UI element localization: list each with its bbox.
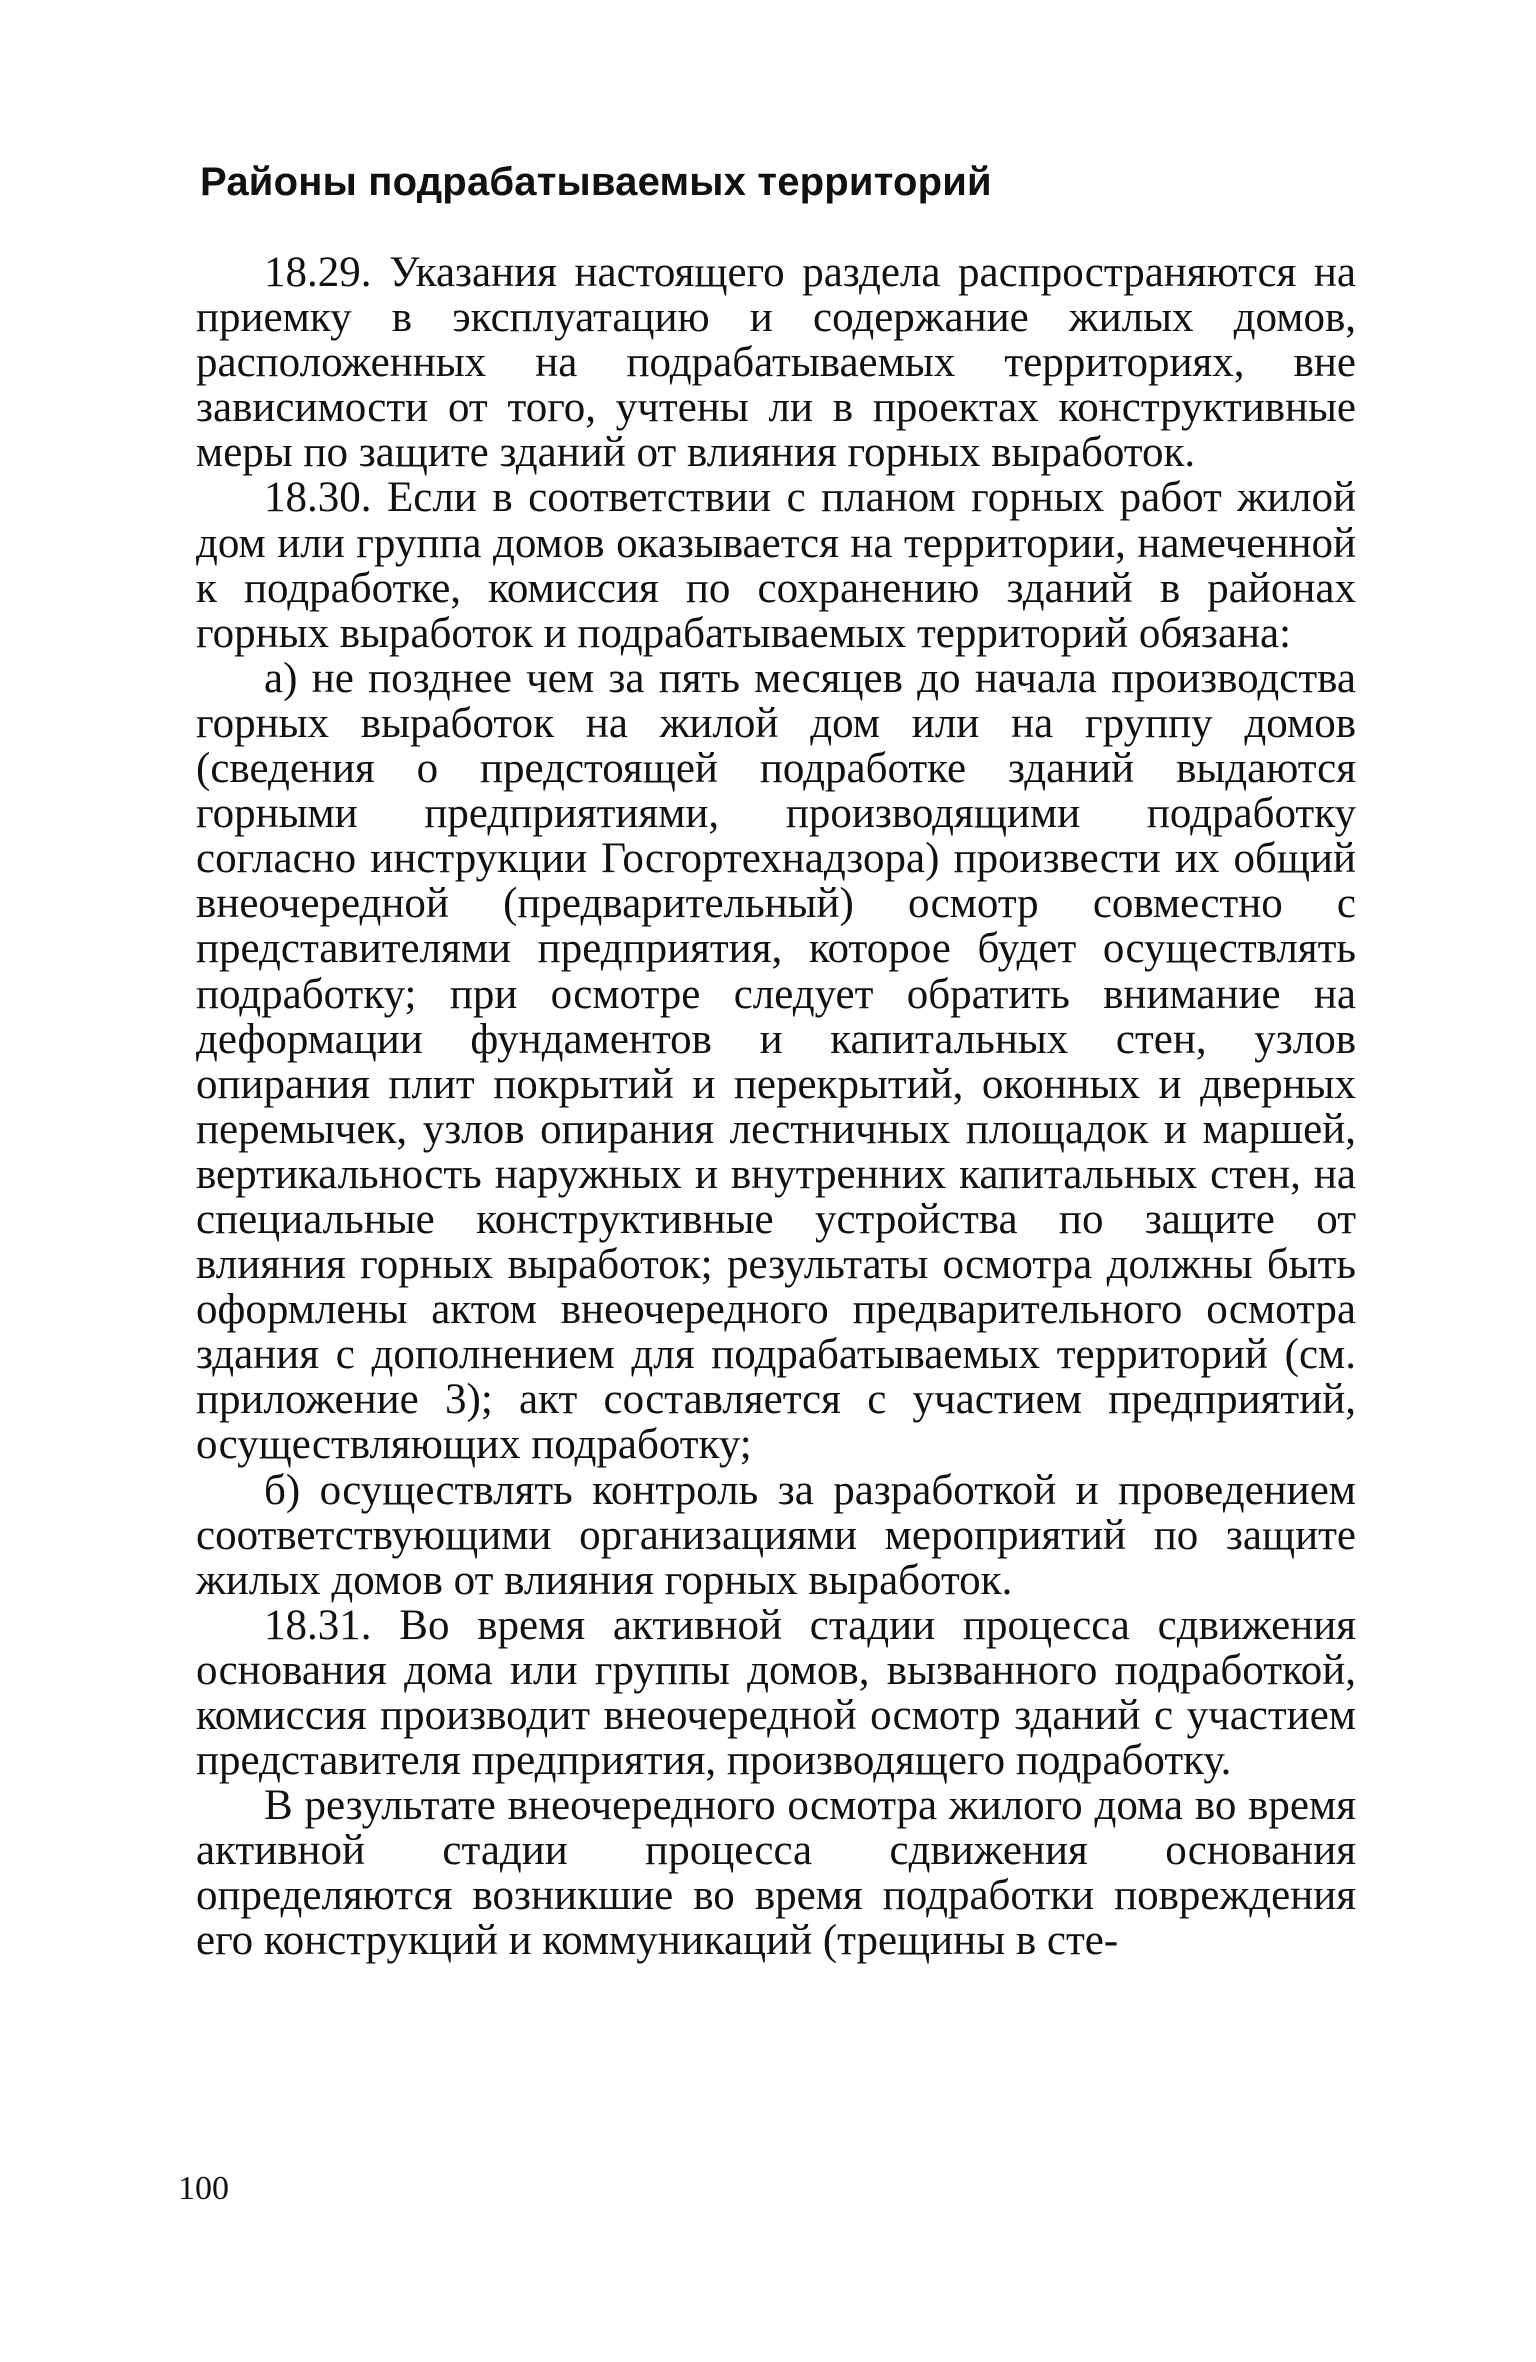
paragraph-item-a: а) не позднее чем за пять месяцев до начала производства горных выработок на жилой дом или на группу домов (сведения о предстоящей подработке зданий выдаются горными предприятиями, производящими подработку согласно инструкции Госгортехнадзора) произвести их общий внеочередной (предварительный) осмотр совместно с представителями предприятия, которое будет осуществлять подработку; при осмотре следует обратить внимание на деформации фундаментов и капитальных стен, узлов опирания плит покрытий и перекрытий, оконных и дверных перемычек, узлов опирания лестничных площадок и маршей, вертикальность наружных и внутренних капитальных стен, на специальные конструктивные устройства по защите от влияния горных выработок; результаты осмотра должны быть оформлены актом внеочередного предварительного осмотра здания с дополнением для подрабатываемых территорий (см. приложение 3); акт составляется с участием предприятий, осуществляющих подработку; bbox=[196, 654, 1356, 1469]
page-number: 100 bbox=[178, 2170, 229, 2207]
paragraph-18-30: 18.30. Если в соответствии с планом горных работ жилой дом или группа домов оказывается на территории, намеченной к подработке, комиссия по сохранению зданий в районах горных выработок и подрабатываемых территорий обязана: bbox=[196, 474, 1356, 657]
body-text bbox=[196, 250, 1356, 1964]
paragraph-18-31: 18.31. Во время активной стадии процесса сдвижения основания дома или группы домов, вызванного подработкой, комиссия производит внеочередной осмотр зданий с участием представителя предприятия, производящего подработку. bbox=[196, 1601, 1356, 1785]
section-heading: Районы подрабатываемых территорий bbox=[200, 160, 992, 204]
paragraph-inspection-result: В результате внеочередного осмотра жилого дома во время активной стадии процесса сдвижения основания определяются возникшие во время подработки повреждения его конструкций и коммуникаций (трещины в сте- bbox=[196, 1782, 1356, 1965]
paragraph-item-b: б) осуществлять контроль за разработкой и проведением соответствующими организациями мероприятий по защите жилых домов от влияния горных выработок. bbox=[196, 1466, 1356, 1604]
paragraph-18-29: 18.29. Указания настоящего раздела распространяются на приемку в эксплуатацию и содержание жилых домов, расположенных на подрабатываемых территориях, вне зависимости от того, учтены ли в проектах конструктивные меры по защите зданий от влияния горных выработок. bbox=[196, 249, 1356, 477]
